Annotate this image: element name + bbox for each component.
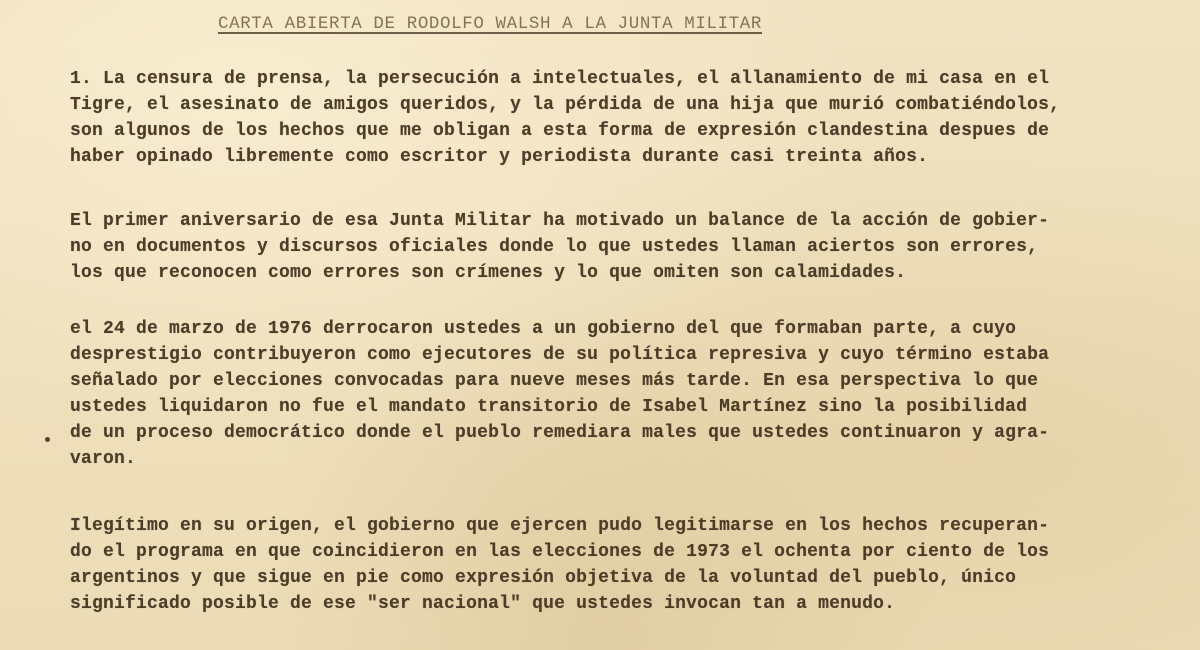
text-line: de un proceso democrático donde el pueblo remediara males que ustedes continuaron y agra- <box>70 423 1050 443</box>
text-line: los que reconocen como errores son crímenes y lo que omiten son calamidades. <box>70 263 907 283</box>
text-line: do el programa en que coincidieron en las elecciones de 1973 el ochenta por ciento de los <box>70 542 1050 562</box>
text-line: significado posible de ese "ser nacional" que ustedes invocan tan a menudo. <box>70 594 896 614</box>
paragraph-3 <box>70 316 1180 472</box>
text-line: son algunos de los hechos que me obligan a esta forma de expresión clandestina despues de <box>70 121 1050 141</box>
document-title: CARTA ABIERTA DE RODOLFO WALSH A LA JUNTA MILITAR <box>218 14 762 34</box>
text-line: no en documentos y discursos oficiales donde lo que ustedes llaman aciertos son errores, <box>70 237 1039 257</box>
margin-mark <box>45 437 50 442</box>
text-line: el 24 de marzo de 1976 derrocaron ustedes a un gobierno del que formaban parte, a cuyo <box>70 319 1017 339</box>
text-line: señalado por elecciones convocadas para nueve meses más tarde. En esa perspectiva lo que <box>70 371 1039 391</box>
text-line: desprestigio contribuyeron como ejecutores de su política represiva y cuyo término estaba <box>70 345 1050 365</box>
text-line: haber opinado libremente como escritor y periodista durante casi treinta años. <box>70 147 929 167</box>
text-line: Ilegítimo en su origen, el gobierno que ejercen pudo legitimarse en los hechos recuperan- <box>70 516 1050 536</box>
text-line: argentinos y que sigue en pie como expresión objetiva de la voluntad del pueblo, único <box>70 568 1017 588</box>
paragraph-2 <box>70 208 1180 286</box>
paragraph-1 <box>70 66 1180 170</box>
text-line: Tigre, el asesinato de amigos queridos, y la pérdida de una hija que murió combatiéndolos, <box>70 95 1061 115</box>
text-line: ustedes liquidaron no fue el mandato transitorio de Isabel Martínez sino la posibilidad <box>70 397 1028 417</box>
text-line: varon. <box>70 449 137 469</box>
text-line: El primer aniversario de esa Junta Militar ha motivado un balance de la acción de gobier- <box>70 211 1050 231</box>
paragraph-4 <box>70 513 1180 617</box>
text-line: 1. La censura de prensa, la persecución a intelectuales, el allanamiento de mi casa en el <box>70 69 1050 89</box>
